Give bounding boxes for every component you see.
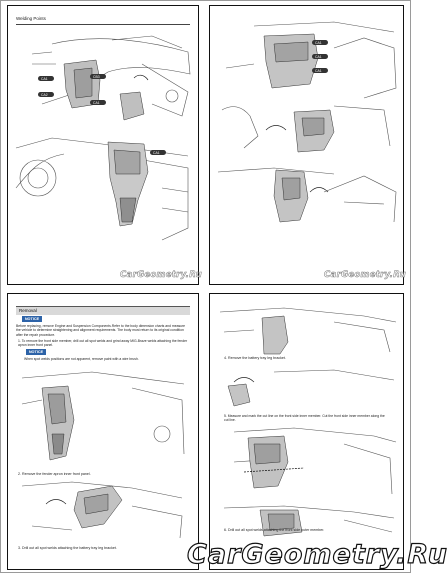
removal-illustration-step5 [214, 422, 400, 502]
manual-page-welding-points-continued [209, 5, 404, 285]
watermark: CarGeometry.Ru [120, 270, 202, 280]
section-title: Removal [19, 308, 37, 313]
removal-illustration-step4 [214, 362, 400, 410]
removal-illustration-step2 [12, 476, 192, 542]
callout-label: CA1 [315, 69, 322, 73]
page-title: Welding Points [16, 16, 46, 21]
watermark: CarGeometry.Ru [324, 270, 406, 280]
callout-label: CA1 [93, 101, 100, 105]
step-5-text: 5. Measure and mark the cut line on the front side inner member. Cut the front side inner member along the cut line. [224, 414, 385, 423]
manual-page-removal-continued [209, 293, 404, 570]
removal-illustration-step3 [214, 302, 400, 356]
callout-label: CA1 [153, 151, 160, 155]
step-4-caption: 4. Remove the battery tray leg bracket. [224, 356, 286, 360]
welding-illustration-top [12, 34, 196, 130]
callout-label: CA1 [41, 77, 48, 81]
removal-illustration-step6 [214, 502, 400, 542]
notice-text: When spot welds positions are not apparent, remove paint with a wire brush. [24, 357, 139, 361]
step-6-caption: 6. Drill out all spot welds attaching the front side outer member. [224, 528, 325, 532]
manual-page-removal [7, 293, 199, 570]
removal-illustration-step1 [12, 364, 192, 470]
section-header [16, 306, 190, 315]
title-rule [16, 24, 190, 25]
notice-badge: NOTICE [26, 349, 46, 355]
step-3-caption: 3. Drill out all spot welds attaching the battery tray leg bracket. [18, 546, 117, 550]
watermark-large: CarGeometry.Ru [187, 539, 448, 570]
welding-illustration-middle [214, 96, 400, 162]
callout-label: CA2 [41, 93, 48, 97]
manual-page-welding-points [7, 5, 202, 285]
welding-illustration-bottom [214, 162, 400, 232]
step-2-caption: 2. Remove the fender apron inner front panel. [18, 472, 91, 476]
notice-text: Before replacing, remove Engine and Suspension Components.Refer to the body dimension charts and measure the vehicle to determine straightening and alignment requirements. The body must return to its original condition after the repair procedure. [16, 324, 186, 337]
callout-label: CB3 [93, 75, 100, 79]
welding-illustration-bottom [12, 128, 196, 252]
step-1-text: 1. To remove the front side member, drill out all spot welds and grind away MIG-Braze welds attaching the fender apron inner front panel. [18, 339, 188, 348]
callout-label: CA1 [315, 55, 322, 59]
notice-badge: NOTICE [22, 316, 42, 322]
callout-label: CA1 [315, 41, 322, 45]
welding-illustration-top [214, 18, 400, 102]
